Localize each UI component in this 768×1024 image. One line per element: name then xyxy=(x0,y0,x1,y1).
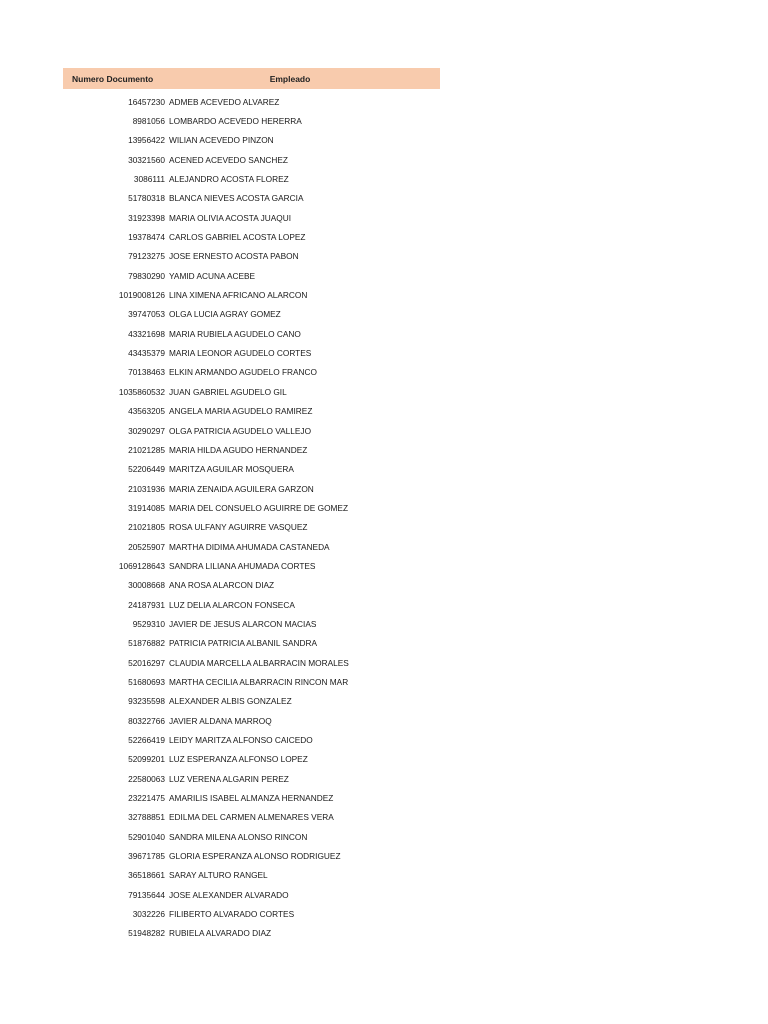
table-row xyxy=(63,382,440,401)
table-row xyxy=(63,595,440,614)
table-row xyxy=(63,518,440,537)
employee-name-cell: SANDRA MILENA ALONSO RINCON xyxy=(169,831,308,842)
document-number-cell: 52206449 xyxy=(128,464,165,475)
document-number-cell: 51948282 xyxy=(128,928,165,939)
document-number-cell: 79830290 xyxy=(128,270,165,281)
employee-name-cell: FILIBERTO ALVARADO CORTES xyxy=(169,909,295,920)
employee-table xyxy=(63,68,440,943)
document-number-cell: 52266419 xyxy=(128,735,165,746)
document-number-cell: 52016297 xyxy=(128,657,165,668)
table-row xyxy=(63,402,440,421)
table-row xyxy=(63,866,440,885)
employee-name-cell: MARIA DEL CONSUELO AGUIRRE DE GOMEZ xyxy=(169,502,349,513)
table-row xyxy=(63,266,440,285)
document-number-cell: 30008668 xyxy=(128,580,165,591)
employee-name-cell: MARITZA AGUILAR MOSQUERA xyxy=(169,464,294,475)
document-number-cell: 8981056 xyxy=(132,116,165,127)
document-number-cell: 80322766 xyxy=(128,715,165,726)
employee-name-cell: JOSE ALEXANDER ALVARADO xyxy=(169,889,289,900)
table-row xyxy=(63,421,440,440)
document-number-cell: 32788851 xyxy=(128,812,165,823)
document-number-cell: 23221475 xyxy=(128,793,165,804)
document-number-cell: 1035860532 xyxy=(118,386,165,397)
table-header-row xyxy=(63,68,440,89)
document-number-cell: 22580063 xyxy=(128,773,165,784)
document-number-cell: 1019008126 xyxy=(118,290,165,301)
table-row xyxy=(63,672,440,691)
table-row xyxy=(63,460,440,479)
employee-name-cell: MARIA HILDA AGUDO HERNANDEZ xyxy=(169,444,308,455)
table-row xyxy=(63,363,440,382)
document-number-cell: 3032226 xyxy=(132,909,165,920)
document-number-cell: 39747053 xyxy=(128,309,165,320)
document-number-cell: 21031936 xyxy=(128,483,165,494)
document-number-cell: 52099201 xyxy=(128,754,165,765)
document-number-cell: 52901040 xyxy=(128,831,165,842)
employee-name-cell: LUZ ESPERANZA ALFONSO LOPEZ xyxy=(169,754,308,765)
employee-name-cell: ANA ROSA ALARCON DIAZ xyxy=(169,580,275,591)
employee-name-cell: GLORIA ESPERANZA ALONSO RODRIGUEZ xyxy=(169,851,341,862)
employee-name-cell: ROSA ULFANY AGUIRRE VASQUEZ xyxy=(169,522,308,533)
document-number-cell: 16457230 xyxy=(128,96,165,107)
table-row xyxy=(63,750,440,769)
employee-name-cell: LOMBARDO ACEVEDO HERERRA xyxy=(169,116,302,127)
document-number-cell: 51876882 xyxy=(128,638,165,649)
table-row xyxy=(63,498,440,517)
table-row xyxy=(63,208,440,227)
document-number-cell: 30290297 xyxy=(128,425,165,436)
employee-name-cell: PATRICIA PATRICIA ALBANIL SANDRA xyxy=(169,638,318,649)
column-header-numero-documento: Numero Documento xyxy=(72,73,154,84)
table-row xyxy=(63,556,440,575)
employee-name-cell: YAMID ACUNA ACEBE xyxy=(169,270,256,281)
table-row xyxy=(63,189,440,208)
table-row xyxy=(63,150,440,169)
table-row xyxy=(63,711,440,730)
table-row xyxy=(63,576,440,595)
table-row xyxy=(63,227,440,246)
employee-name-cell: OLGA PATRICIA AGUDELO VALLEJO xyxy=(169,425,312,436)
document-number-cell: 51780318 xyxy=(128,193,165,204)
document-number-cell: 13956422 xyxy=(128,135,165,146)
table-row xyxy=(63,769,440,788)
table-row xyxy=(63,827,440,846)
document-number-cell: 43321698 xyxy=(128,328,165,339)
table-row xyxy=(63,92,440,111)
document-number-cell: 39671785 xyxy=(128,851,165,862)
table-row xyxy=(63,440,440,459)
employee-name-cell: JOSE ERNESTO ACOSTA PABON xyxy=(169,251,299,262)
employee-name-cell: BLANCA NIEVES ACOSTA GARCIA xyxy=(169,193,304,204)
table-row xyxy=(63,808,440,827)
table-row xyxy=(63,169,440,188)
document-number-cell: 3086111 xyxy=(133,174,165,185)
employee-name-cell: MARIA OLIVIA ACOSTA JUAQUI xyxy=(169,212,292,223)
employee-name-cell: ALEJANDRO ACOSTA FLOREZ xyxy=(169,174,289,185)
document-number-cell: 43563205 xyxy=(128,406,165,417)
employee-name-cell: SANDRA LILIANA AHUMADA CORTES xyxy=(169,560,316,571)
table-body xyxy=(63,92,440,943)
document-number-cell: 21021285 xyxy=(128,444,165,455)
table-row xyxy=(63,788,440,807)
employee-name-cell: WILIAN ACEVEDO PINZON xyxy=(169,135,274,146)
table-row xyxy=(63,343,440,362)
employee-name-cell: ELKIN ARMANDO AGUDELO FRANCO xyxy=(169,367,317,378)
column-header-empleado: Empleado xyxy=(269,73,311,84)
employee-name-cell: LEIDY MARITZA ALFONSO CAICEDO xyxy=(169,735,313,746)
table-row xyxy=(63,247,440,266)
table-row xyxy=(63,634,440,653)
table-row xyxy=(63,285,440,304)
employee-name-cell: LUZ VERENA ALGARIN PEREZ xyxy=(169,773,289,784)
document-number-cell: 24187931 xyxy=(128,599,165,610)
document-number-cell: 51680693 xyxy=(128,676,165,687)
employee-name-cell: MARTHA DIDIMA AHUMADA CASTANEDA xyxy=(169,541,330,552)
employee-name-cell: CARLOS GABRIEL ACOSTA LOPEZ xyxy=(169,232,306,243)
document-number-cell: 70138463 xyxy=(128,367,165,378)
employee-name-cell: JAVIER ALDANA MARROQ xyxy=(169,715,272,726)
employee-name-cell: SARAY ALTURO RANGEL xyxy=(169,870,268,881)
table-row xyxy=(63,131,440,150)
employee-name-cell: ALEXANDER ALBIS GONZALEZ xyxy=(169,696,292,707)
document-number-cell: 30321560 xyxy=(128,154,165,165)
table-row xyxy=(63,924,440,943)
employee-name-cell: EDILMA DEL CARMEN ALMENARES VERA xyxy=(169,812,334,823)
table-row xyxy=(63,730,440,749)
document-number-cell: 21021805 xyxy=(128,522,165,533)
employee-name-cell: MARTHA CECILIA ALBARRACIN RINCON MAR xyxy=(169,676,349,687)
employee-name-cell: OLGA LUCIA AGRAY GOMEZ xyxy=(169,309,281,320)
table-row xyxy=(63,537,440,556)
table-row xyxy=(63,614,440,633)
table-row xyxy=(63,324,440,343)
document-number-cell: 20525907 xyxy=(128,541,165,552)
employee-name-cell: JUAN GABRIEL AGUDELO GIL xyxy=(169,386,287,397)
employee-name-cell: ACENED ACEVEDO SANCHEZ xyxy=(169,154,288,165)
document-number-cell: 31914085 xyxy=(128,502,165,513)
employee-name-cell: CLAUDIA MARCELLA ALBARRACIN MORALES xyxy=(169,657,349,668)
table-row xyxy=(63,305,440,324)
document-number-cell: 79123275 xyxy=(128,251,165,262)
document-number-cell: 19378474 xyxy=(128,232,165,243)
employee-name-cell: ADMEB ACEVEDO ALVAREZ xyxy=(169,96,280,107)
document-number-cell: 93235598 xyxy=(128,696,165,707)
table-row xyxy=(63,479,440,498)
employee-name-cell: MARIA LEONOR AGUDELO CORTES xyxy=(169,348,312,359)
document-number-cell: 79135644 xyxy=(128,889,165,900)
table-row xyxy=(63,111,440,130)
employee-name-cell: AMARILIS ISABEL ALMANZA HERNANDEZ xyxy=(169,793,334,804)
table-row xyxy=(63,692,440,711)
employee-name-cell: LUZ DELIA ALARCON FONSECA xyxy=(169,599,295,610)
document-number-cell: 36518661 xyxy=(128,870,165,881)
employee-name-cell: LINA XIMENA AFRICANO ALARCON xyxy=(169,290,308,301)
document-number-cell: 1069128643 xyxy=(118,560,165,571)
employee-name-cell: MARIA RUBIELA AGUDELO CANO xyxy=(169,328,301,339)
table-row xyxy=(63,653,440,672)
document-number-cell: 9529310 xyxy=(132,618,165,629)
employee-name-cell: ANGELA MARIA AGUDELO RAMIREZ xyxy=(169,406,313,417)
employee-name-cell: JAVIER DE JESUS ALARCON MACIAS xyxy=(169,618,317,629)
employee-name-cell: RUBIELA ALVARADO DIAZ xyxy=(169,928,272,939)
employee-name-cell: MARIA ZENAIDA AGUILERA GARZON xyxy=(169,483,314,494)
document-number-cell: 31923398 xyxy=(128,212,165,223)
table-row xyxy=(63,846,440,865)
table-row xyxy=(63,885,440,904)
table-row xyxy=(63,904,440,923)
document-number-cell: 43435379 xyxy=(128,348,165,359)
